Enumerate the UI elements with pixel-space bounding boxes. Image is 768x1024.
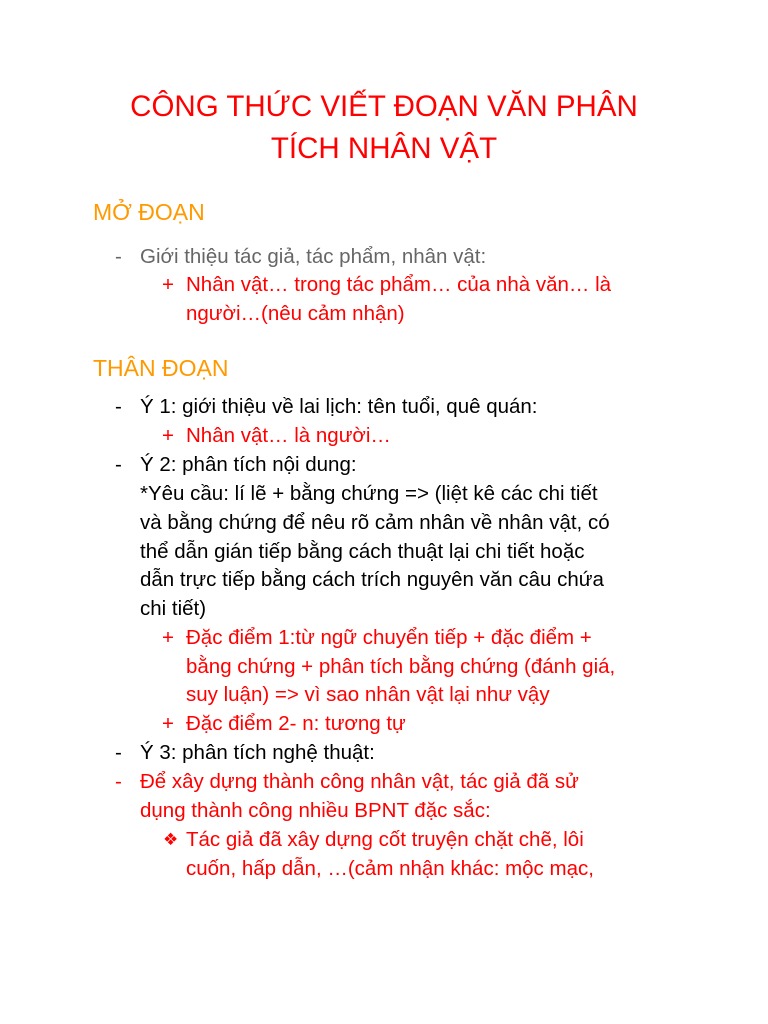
title-line-1: CÔNG THỨC VIẾT ĐOẠN VĂN PHÂN bbox=[130, 90, 638, 123]
dash-bullet: - bbox=[115, 453, 122, 476]
y3-red-line-2: dụng thành công nhiều BPNT đặc sắc: bbox=[140, 799, 491, 822]
y2-requirement-line-3: thể dẫn gián tiếp bằng cách thuật lại chi tiết hoặc bbox=[140, 540, 585, 563]
mo-doan-sub-line-2: người…(nêu cảm nhận) bbox=[186, 302, 405, 325]
heading-than-doan: THÂN ĐOẠN bbox=[93, 355, 229, 381]
dash-bullet: - bbox=[115, 741, 122, 764]
plus-bullet: + bbox=[162, 424, 174, 447]
diamond-line-2: cuốn, hấp dẫn, …(cảm nhận khác: mộc mạc, bbox=[186, 857, 594, 880]
y2-requirement-line-5: chi tiết) bbox=[140, 597, 207, 620]
dash-bullet: - bbox=[115, 395, 122, 418]
dac-diem-1-line-2: bằng chứng + phân tích bằng chứng (đánh giá, bbox=[186, 655, 616, 678]
dac-diem-1-line-3: suy luận) => vì sao nhân vật lại như vậy bbox=[186, 683, 550, 706]
plus-bullet: + bbox=[162, 712, 174, 735]
y1-text: Ý 1: giới thiệu về lai lịch: tên tuổi, quê quán: bbox=[140, 395, 538, 418]
mo-doan-sub-line-1: Nhân vật… trong tác phẩm… của nhà văn… là bbox=[186, 273, 612, 296]
y1-sub: Nhân vật… là người… bbox=[186, 424, 391, 447]
dash-bullet: - bbox=[115, 245, 122, 268]
dash-bullet: - bbox=[115, 770, 122, 793]
plus-bullet: + bbox=[162, 626, 174, 649]
y2-requirement-line-1: *Yêu cầu: lí lẽ + bằng chứng => (liệt kê các chi tiết bbox=[140, 482, 598, 505]
y2-text: Ý 2: phân tích nội dung: bbox=[140, 453, 357, 476]
dac-diem-2: Đặc điểm 2- n: tương tự bbox=[186, 712, 406, 735]
y2-requirement-line-2: và bằng chứng để nêu rõ cảm nhân về nhân vật, có bbox=[140, 511, 610, 534]
y3-red-line-1: Để xây dựng thành công nhân vật, tác giả đã sử bbox=[140, 770, 579, 793]
y2-requirement-line-4: dẫn trực tiếp bằng cách trích nguyên văn câu chứa bbox=[140, 568, 604, 591]
diamond-bullet-icon: ❖ bbox=[163, 830, 179, 849]
title-line-2: TÍCH NHÂN VẬT bbox=[270, 132, 498, 165]
diamond-line-1: Tác giả đã xây dựng cốt truyện chặt chẽ, lôi bbox=[186, 828, 584, 851]
y3-text: Ý 3: phân tích nghệ thuật: bbox=[140, 741, 375, 764]
plus-bullet: + bbox=[162, 273, 174, 296]
heading-mo-doan: MỞ ĐOẠN bbox=[93, 199, 205, 225]
dac-diem-1-line-1: Đặc điểm 1:từ ngữ chuyển tiếp + đặc điểm + bbox=[186, 626, 592, 649]
document-title bbox=[60, 86, 708, 170]
mo-doan-intro: Giới thiệu tác giả, tác phẩm, nhân vật: bbox=[140, 245, 487, 268]
